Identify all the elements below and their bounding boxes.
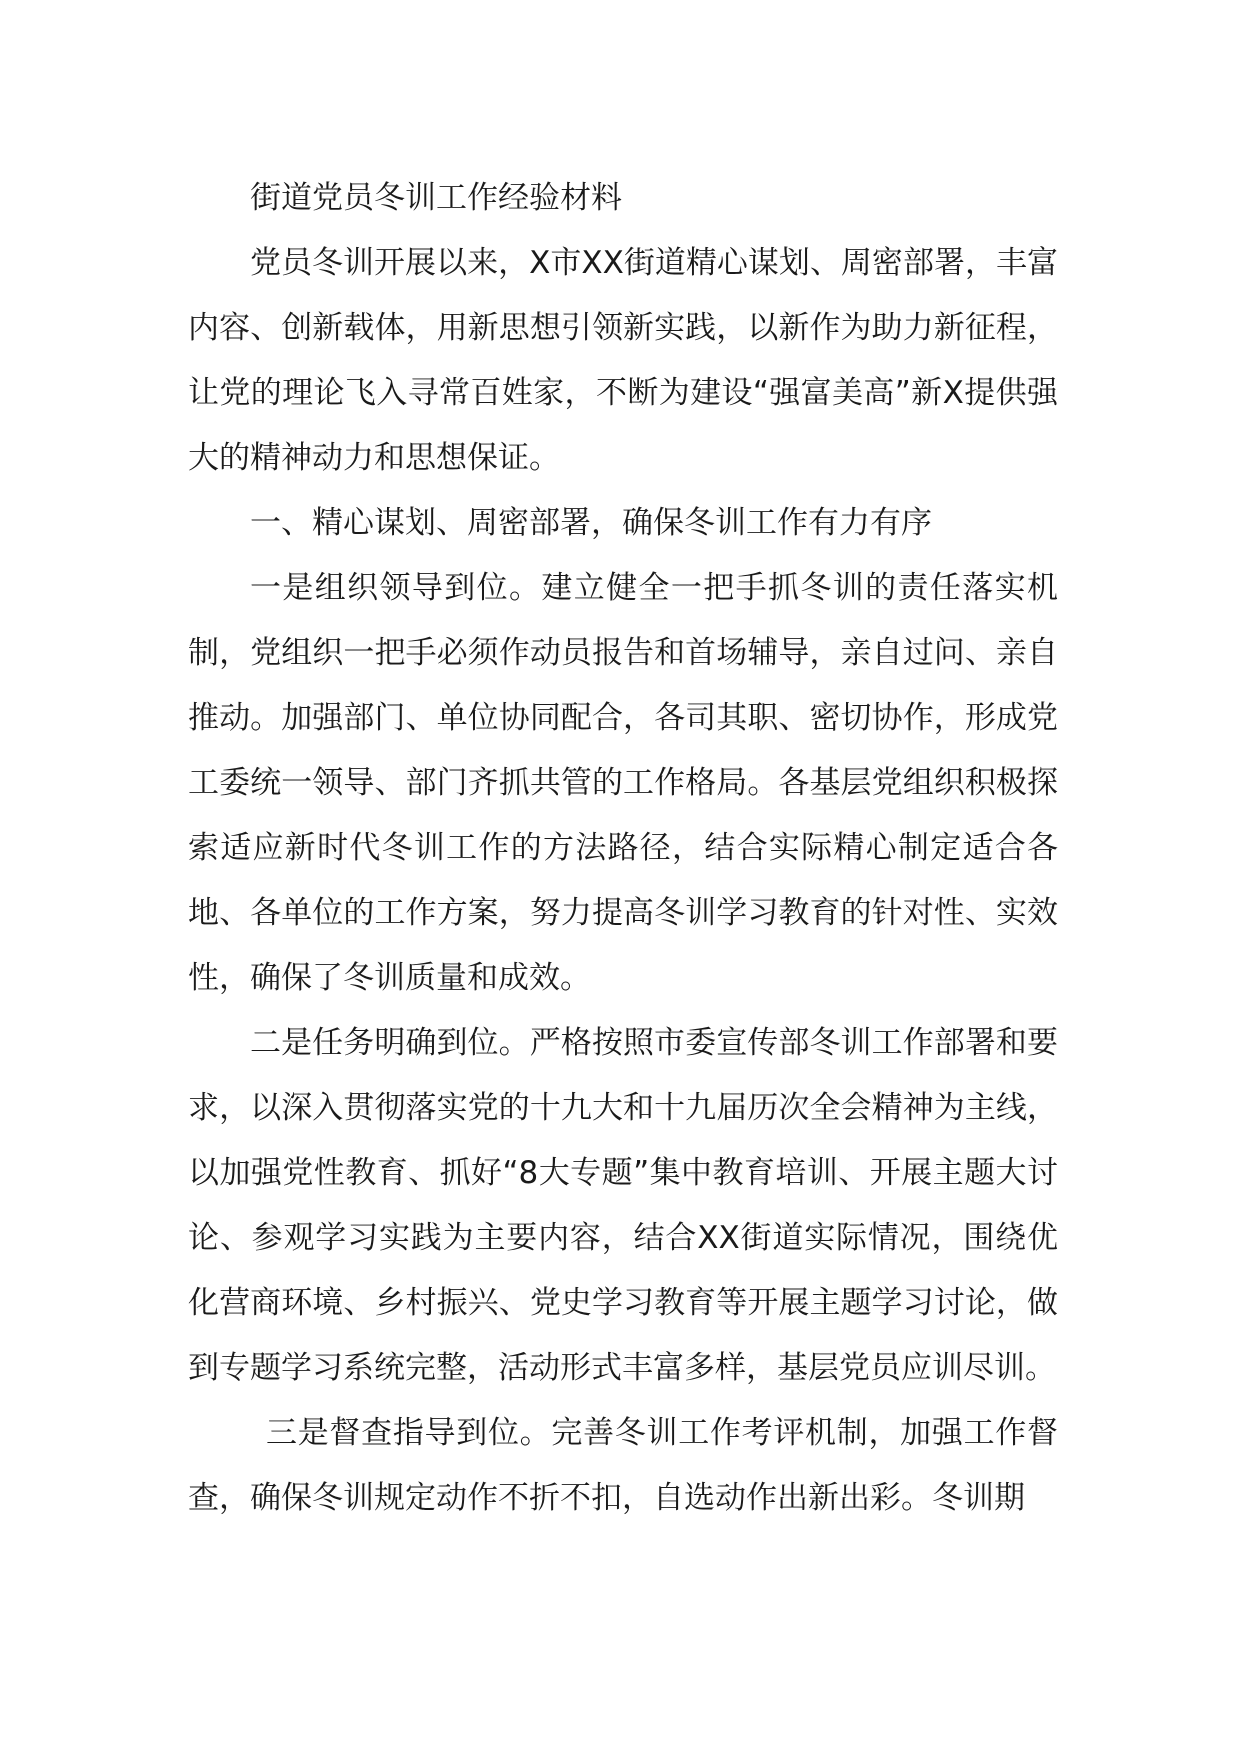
document-body <box>188 166 1058 1531</box>
paragraph-tasks: 二是任务明确到位。严格按照市委宣传部冬训工作部署和要求，以深入贯彻落实党的十九大和十九届历次全会精神为主线，以加强党性教育、抓好“8大专题”集中教育培训、开展主题大讨论、参观学习实践为主要内容，结合XX街道实际情况，围绕优化营商环境、乡村振兴、党史学习教育等开展主题学习讨论，做到专题学习系统完整，活动形式丰富多样，基层党员应训尽训。 <box>188 1025 1058 1386</box>
section-heading: 一、精心谋划、周密部署，确保冬训工作有力有序 <box>250 505 932 541</box>
paragraph-supervision: 三是督查指导到位。完善冬训工作考评机制，加强工作督查，确保冬训规定动作不折不扣，自选动作出新出彩。冬训期 <box>188 1415 1058 1516</box>
intro-paragraph: 党员冬训开展以来，X市XX街道精心谋划、周密部署，丰富内容、创新载体，用新思想引领新实践，以新作为助力新征程，让党的理论飞入寻常百姓家，不断为建设“强富美高”新X提供强大的精神动力和思想保证。 <box>188 245 1058 476</box>
document-title: 街道党员冬训工作经验材料 <box>250 180 622 216</box>
paragraph-organization: 一是组织领导到位。建立健全一把手抓冬训的责任落实机制，党组织一把手必须作动员报告和首场辅导，亲自过问、亲自推动。加强部门、单位协同配合，各司其职、密切协作，形成党工委统一领导、部门齐抓共管的工作格局。各基层党组织积极探索适应新时代冬训工作的方法路径，结合实际精心制定适合各地、各单位的工作方案，努力提高冬训学习教育的针对性、实效性，确保了冬训质量和成效。 <box>188 570 1058 996</box>
